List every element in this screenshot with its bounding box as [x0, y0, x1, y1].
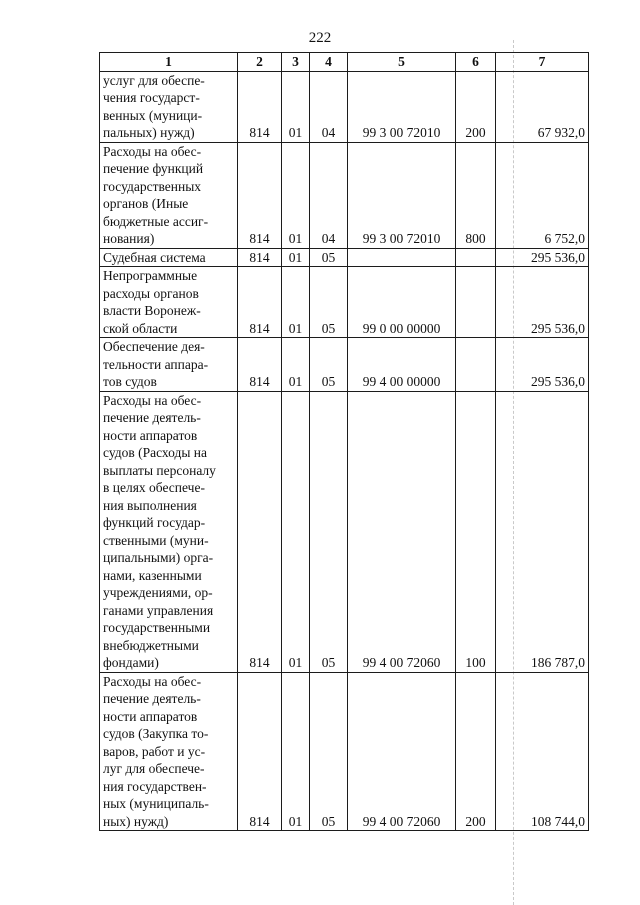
target-article-cell: 99 4 00 72060 [348, 672, 456, 831]
target-article-cell: 99 4 00 00000 [348, 338, 456, 392]
row-name-cell [100, 142, 238, 248]
row-name-line: государственных [103, 178, 202, 194]
row-name-line: судов (Расходы на [103, 445, 208, 460]
table-header-row [100, 53, 589, 72]
expense-type-cell: 800 [456, 142, 496, 248]
target-article-cell: 99 3 00 72010 [348, 71, 456, 142]
row-name-line: ности аппаратов [103, 708, 198, 724]
section-code-cell: 01 [282, 71, 310, 142]
table-row [100, 267, 589, 338]
row-name-line: Расходы на обес- [103, 143, 202, 159]
section-code-cell: 01 [282, 142, 310, 248]
section-code-cell: 01 [282, 338, 310, 392]
row-name-line: органов (Иные [103, 196, 189, 211]
row-name-line: нами, казенными [103, 567, 202, 583]
subsection-code-cell: 05 [310, 672, 348, 831]
row-name-line: ственными (муни- [103, 532, 209, 548]
row-name-line: ных) нужд) [103, 813, 169, 829]
row-name-line: ных (муниципаль- [103, 796, 209, 811]
subsection-code-cell: 05 [310, 267, 348, 338]
subsection-code-cell: 05 [310, 338, 348, 392]
expense-type-cell [456, 338, 496, 392]
amount-cell: 295 536,0 [496, 248, 589, 267]
row-name-line: Расходы на обес- [103, 392, 202, 408]
table-row [100, 142, 589, 248]
row-name-line: печение деятель- [103, 691, 201, 706]
row-name-line: ганами управления [103, 602, 214, 618]
subsection-code-cell: 04 [310, 71, 348, 142]
section-code-cell: 01 [282, 267, 310, 338]
table-row [100, 391, 589, 672]
ministry-code-cell: 814 [238, 142, 282, 248]
table-row [100, 672, 589, 831]
row-name-line: судов (Закупка то- [103, 726, 209, 741]
amount-cell: 67 932,0 [496, 71, 589, 142]
row-name-line: Непрограммные [103, 268, 198, 283]
budget-table [99, 52, 589, 831]
row-name-line: государственными [103, 620, 211, 635]
row-name-line: чения государст- [103, 90, 200, 105]
row-name-line: Обеспечение дея- [103, 339, 205, 354]
table-row [100, 248, 589, 267]
col-header-target-article: 5 [348, 53, 456, 72]
row-name-cell [100, 267, 238, 338]
amount-cell: 6 752,0 [496, 142, 589, 248]
row-name-line: ния государствен- [103, 778, 207, 794]
page-number: 222 [308, 30, 332, 46]
row-name-line: печение деятель- [103, 410, 201, 425]
col-header-expense-type: 6 [456, 53, 496, 72]
row-name-line: Судебная система [103, 249, 206, 265]
ministry-code-cell: 814 [238, 71, 282, 142]
amount-cell: 295 536,0 [496, 267, 589, 338]
row-name-cell [100, 338, 238, 392]
expense-type-cell [456, 248, 496, 267]
row-name-line: учреждениями, ор- [103, 585, 213, 600]
row-name-line: венных (муници- [103, 107, 203, 123]
row-name-line: ципальными) орга- [103, 550, 214, 565]
row-name-line: ской области [103, 320, 178, 336]
ministry-code-cell: 814 [238, 672, 282, 831]
expense-type-cell: 100 [456, 391, 496, 672]
target-article-cell: 99 3 00 72010 [348, 142, 456, 248]
row-name-cell [100, 71, 238, 142]
ministry-code-cell: 814 [238, 248, 282, 267]
row-name-line: внебюджетными [103, 637, 199, 653]
row-name-cell [100, 672, 238, 831]
row-name-line: тов судов [103, 374, 157, 389]
section-code-cell: 01 [282, 248, 310, 267]
section-code-cell: 01 [282, 672, 310, 831]
row-name-line: расходы органов [103, 285, 199, 301]
ministry-code-cell: 814 [238, 267, 282, 338]
subsection-code-cell: 05 [310, 391, 348, 672]
amount-cell: 186 787,0 [496, 391, 589, 672]
ministry-code-cell: 814 [238, 391, 282, 672]
row-name-line: бюджетные ассиг- [103, 213, 209, 229]
row-name-line: варов, работ и ус- [103, 743, 206, 759]
subsection-code-cell: 04 [310, 142, 348, 248]
row-name-line: печение функций [103, 161, 204, 176]
target-article-cell: 99 4 00 72060 [348, 391, 456, 672]
row-name-line: нования) [103, 231, 155, 246]
row-name-cell [100, 391, 238, 672]
target-article-cell [348, 248, 456, 267]
table-row [100, 71, 589, 142]
row-name-line: в целях обеспече- [103, 480, 205, 495]
col-header-ministry-code: 2 [238, 53, 282, 72]
row-name-line: ния выполнения [103, 497, 197, 513]
section-code-cell: 01 [282, 391, 310, 672]
expense-type-cell [456, 267, 496, 338]
row-name-line: пальных) нужд) [103, 125, 195, 140]
row-name-line: Расходы на обес- [103, 673, 202, 689]
row-name-line: власти Воронеж- [103, 303, 201, 318]
amount-cell: 295 536,0 [496, 338, 589, 392]
expense-type-cell: 200 [456, 71, 496, 142]
row-name-cell [100, 248, 238, 267]
amount-cell: 108 744,0 [496, 672, 589, 831]
subsection-code-cell: 05 [310, 248, 348, 267]
row-name-line: фондами) [103, 655, 159, 670]
target-article-cell: 99 0 00 00000 [348, 267, 456, 338]
row-name-line: тельности аппара- [103, 356, 209, 372]
col-header-name: 1 [100, 53, 238, 72]
row-name-line: луг для обеспече- [103, 761, 205, 776]
col-header-subsection-code: 4 [310, 53, 348, 72]
col-header-section-code: 3 [282, 53, 310, 72]
col-header-amount: 7 [496, 53, 589, 72]
row-name-line: функций государ- [103, 515, 206, 530]
table-row [100, 338, 589, 392]
row-name-line: ности аппаратов [103, 427, 198, 443]
ministry-code-cell: 814 [238, 338, 282, 392]
row-name-line: выплаты персоналу [103, 462, 216, 478]
expense-type-cell: 200 [456, 672, 496, 831]
row-name-line: услуг для обеспе- [103, 72, 205, 88]
